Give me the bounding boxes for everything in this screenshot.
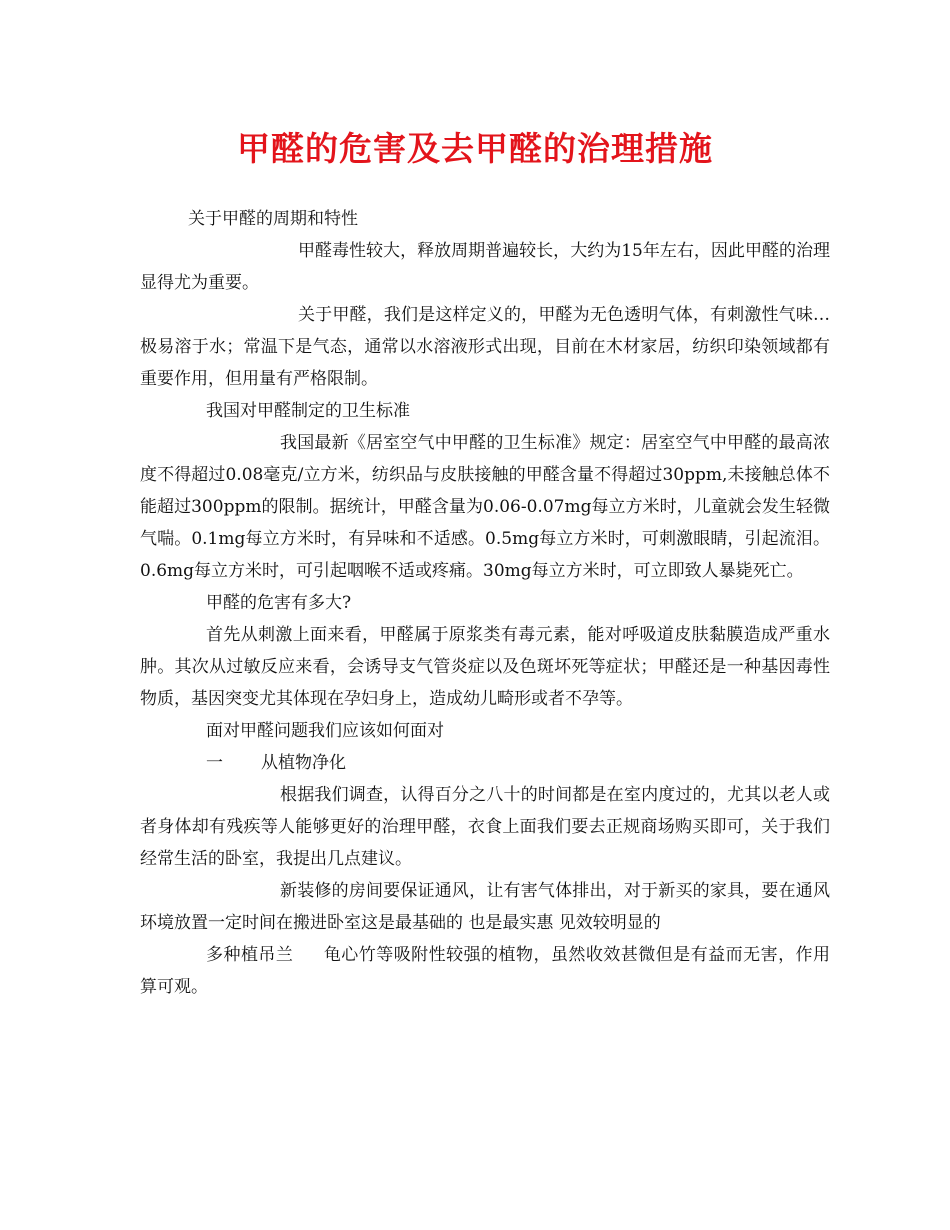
section-heading-standard: 我国对甲醛制定的卫生标准 <box>206 401 410 421</box>
paragraph-definition: 关于甲醛，我们是这样定义的，甲醛为无色透明气体，有刺激性气味…极易溶于水；常温下是气态，通常以水溶液形式出现，目前在木材家居，纺织印染领域都有重要作用，但用量有严格限制。 <box>140 305 830 389</box>
section-heading-response: 面对甲醛问题我们应该如何面对 <box>206 721 444 741</box>
section-heading-plants <box>140 747 830 779</box>
document-body <box>140 203 830 1003</box>
paragraph-survey: 根据我们调查，认得百分之八十的时间都是在室内度过的，尤其以老人或者身体却有残疾等人能够更好的治理甲醛，衣食上面我们要去正规商场购买即可，关于我们经常生活的卧室，我提出几点建议。 <box>140 785 830 869</box>
document-title: 甲醛的危害及去甲醛的治理措施 <box>237 129 713 168</box>
section-heading-cycle: 关于甲醛的周期和特性 <box>188 209 358 229</box>
section-heading-hazard: 甲醛的危害有多大? <box>206 593 352 613</box>
paragraph-standard: 我国最新《居室空气中甲醛的卫生标准》规定：居室空气中甲醛的最高浓度不得超过0.08毫克/立方米，纺织品与皮肤接触的甲醛含量不得超过30ppm,未接触总体不能超过300ppm的限制。据统计，甲醛含量为0.06-0.07mg每立方米时，儿童就会发生轻微气喘。0.1mg每立方米时，有异味和不适感。0.5mg每立方米时，可刺激眼睛，引起流泪。0.6mg每立方米时，可引起咽喉不适或疼痛。30mg每立方米时，可立即致人暴毙死亡。 <box>140 433 830 581</box>
section-text: 从植物净化 <box>261 753 346 773</box>
plants-rest: 龟心竹等吸附性较强的植物，虽然收效甚微但是有益而无害，作用算可观。 <box>140 945 831 997</box>
paragraph-hazard: 首先从刺激上面来看，甲醛属于原浆类有毒元素，能对呼吸道皮肤黏膜造成严重水肿。其次从过敏反应来看，会诱导支气管炎症以及色斑坏死等症状；甲醛还是一种基因毒性物质，基因突变尤其体现在孕妇身上，造成幼儿畸形或者不孕等。 <box>140 625 830 709</box>
section-number: 一 <box>206 753 223 773</box>
paragraph-toxicity: 甲醛毒性较大，释放周期普遍较长，大约为15年左右，因此甲醛的治理显得尤为重要。 <box>140 241 830 293</box>
paragraph-plants <box>140 939 830 1003</box>
plants-start: 多种植吊兰 <box>206 945 294 965</box>
paragraph-ventilation: 新装修的房间要保证通风，让有害气体排出，对于新买的家具，要在通风环境放置一定时间在搬进卧室这是最基础的 也是最实惠 见效较明显的 <box>140 881 830 933</box>
